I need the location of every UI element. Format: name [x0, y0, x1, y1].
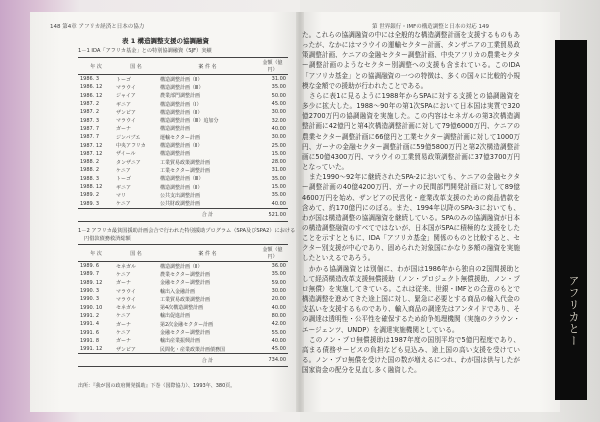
table2-cell-country: ケニア — [116, 313, 131, 320]
table1-row — [78, 150, 288, 158]
table1-cell-country: ザンビア — [116, 109, 136, 116]
table1-cell-year: 1987. 12 — [80, 142, 103, 149]
table1-cell-project: 運輸セクター計画 — [160, 134, 200, 141]
table1-total-label: 合 計 — [158, 208, 257, 221]
table2-col-country: 国 名 — [114, 245, 158, 262]
table1-cell-country: マラウイ — [116, 84, 136, 91]
table2-cell-project: 輸出産業振興計画 — [160, 338, 201, 345]
table1-cell-project: 構造調整計画（Ⅰ） — [160, 101, 202, 108]
table1-cell-amount: 50.00 — [271, 92, 286, 99]
table1-cell-amount: 30.00 — [271, 134, 286, 141]
table2-caption-line2: 円借款債務救済総額 — [84, 236, 131, 242]
table2-cell-year: 1989. 6 — [80, 263, 100, 270]
table2-row — [78, 270, 288, 278]
table1-cell-amount: 40.00 — [271, 200, 286, 207]
table2-cell-country: ザンビア — [116, 346, 136, 353]
table1-cell-project: 構造調整計画（Ⅲ）追加分 — [160, 118, 219, 125]
table1-cell-amount: 40.00 — [271, 125, 286, 132]
table2-cell-project: 金融セクター調整計画 — [160, 280, 210, 287]
table1-cell-year: 1987. 3 — [80, 117, 100, 124]
table2-cell-project: 第2次金融セクター計画 — [160, 321, 214, 328]
table1-cell-project: 構造調整計画（Ⅱ） — [160, 109, 203, 116]
table2-header-row — [78, 245, 288, 262]
table2-total-value: 734.00 — [257, 354, 288, 367]
table1-cell-amount: 32.00 — [271, 117, 286, 124]
table2-col-project: 案 件 名 — [158, 245, 257, 262]
table2-cell-amount: 40.00 — [271, 337, 286, 344]
table2-cell-year: 1990. 10 — [80, 304, 103, 311]
table1-cell-country: ガーナ — [116, 126, 132, 133]
table2-cell-amount: 59.00 — [271, 279, 286, 286]
table2-cell-year: 1991. 4 — [80, 321, 100, 328]
table1-cell-country: ギニア — [116, 101, 132, 108]
table1-header-row — [78, 58, 288, 75]
table2-cell-country: マラウイ — [116, 288, 136, 295]
table2-cell-country: セネガル — [116, 305, 137, 312]
table2-cell-amount: 36.00 — [271, 263, 286, 270]
table1-row — [78, 75, 288, 84]
table2-col-amount: 金額（億円） — [257, 245, 288, 262]
table1-cell-amount: 30.00 — [271, 109, 286, 116]
table1-cell-year: 1988. 3 — [80, 175, 100, 182]
table1-cell-year: 1987. 2 — [80, 109, 100, 116]
table1-cell-project: 構造調整計画（Ⅱ） — [160, 143, 203, 150]
table2-row — [78, 303, 288, 311]
table2-cell-project: 輸出促進計画 — [160, 313, 191, 320]
table1-row — [78, 116, 288, 124]
table1-cell-year: 1987. 7 — [80, 125, 100, 132]
table1-cell-year: 1987. 12 — [80, 150, 103, 157]
table2-row — [78, 279, 288, 287]
table2-cell-year: 1991. 8 — [80, 337, 100, 344]
table2-col-year: 年 次 — [78, 245, 114, 262]
left-page-header: 148 第4章 アフリカ経済と日本の協力 — [50, 24, 145, 30]
table1-cell-country: 中央アフリカ — [116, 143, 146, 150]
table1-cell-country: ケニア — [116, 167, 131, 174]
table1-cell-amount: 28.00 — [271, 159, 286, 166]
table2 — [78, 244, 288, 367]
table1-cell-project: 構造調整計画（Ⅲ） — [160, 84, 204, 91]
table1-row — [78, 199, 288, 208]
table1-row — [78, 100, 288, 108]
table1-total-row — [78, 208, 288, 221]
right-page-header: 第 世界銀行・IMFの構造調整と日本の対応 149 — [372, 24, 490, 30]
table1-cell-project: 構造調整計画（Ⅲ） — [160, 176, 204, 183]
table1-cell-country: ジンバブエ — [116, 134, 141, 141]
table1-cell-country: タンザニア — [116, 159, 141, 166]
table1-cell-country: ジャイア — [116, 93, 136, 100]
table2-cell-year: 1989. 12 — [80, 279, 103, 286]
table2-row — [78, 312, 288, 320]
table1-row — [78, 191, 288, 199]
table1-cell-amount: 35.00 — [271, 84, 286, 91]
table1-cell-amount: 25.00 — [271, 142, 286, 149]
cover-title: アフリカとー — [567, 275, 580, 347]
table1-cell-country: マリ — [116, 192, 127, 199]
table1-col-country: 国 名 — [114, 58, 158, 75]
table2-row — [78, 337, 288, 345]
table2-cell-year: 1989. 7 — [80, 271, 100, 278]
table2-row — [78, 345, 288, 354]
table2-cell-amount: 45.00 — [271, 346, 286, 353]
table2-cell-country: マラウイ — [116, 296, 136, 303]
table2-cell-country: ケニア — [116, 330, 131, 337]
table1-title: 表 1 構造調整支援の協調融資 — [122, 37, 210, 45]
table2-cell-amount: 40.00 — [271, 304, 286, 311]
table1-cell-year: 1986. 3 — [80, 76, 100, 83]
table1-col-project: 案 件 名 — [158, 58, 257, 75]
table2-row — [78, 287, 288, 295]
table2-cell-project: 構造調整計画（Ⅱ） — [160, 263, 203, 270]
table2-cell-country: セネガル — [116, 263, 137, 270]
table1-cell-country: ギニア — [116, 184, 132, 191]
table1-cell-amount: 35.00 — [271, 175, 286, 182]
table1-cell-project: 構造調整計画 — [160, 126, 191, 133]
table1-cell-year: 1989. 2 — [80, 192, 100, 199]
table1-cell-country: トーゴ — [116, 76, 132, 83]
table1-cell-country: ケニア — [116, 201, 131, 208]
table1-cell-country: ザイール — [116, 151, 136, 158]
table2-total-label: 合 計 — [158, 354, 257, 367]
table1-cell-project: 構造調整計画 — [160, 151, 191, 158]
table2-cell-year: 1991. 12 — [80, 346, 103, 353]
table1-cell-year: 1988. 12 — [80, 184, 103, 190]
table1-cell-project: 公共財政調整計画 — [160, 201, 201, 208]
table1-row — [78, 108, 288, 116]
table2-total-row — [78, 354, 288, 367]
table1-cell-amount: 15.00 — [271, 184, 286, 190]
table1-cell-country: トーゴ — [116, 176, 132, 183]
paragraph-2: さらに表1に見るように1988年からSPAに対する支援との協調融資を多少に拡大した。1988～90年の第1次SPAにおいて日本国は実質で320億2700万円の協調融資を実施した。この内容はセネガルの第3次構造調整計画に42億円と第4次構造調整計画に対して79億6000万円、ケニアの農業セクター調整計画に66億円と工業セクター調整計画に対して1000万円、ガーナの金融セクター調整計画に59億5800万円と第2次構造調整計画に50億4300万円、マラウイの工業貿易政策調整計画に37億3700万円となっていた。 — [302, 91, 520, 172]
table2-row — [78, 295, 288, 303]
table1-col-year: 年 次 — [78, 58, 114, 75]
table1-cell-year: 1988. 2 — [80, 167, 100, 174]
table2-cell-country: ガーナ — [116, 280, 132, 287]
table1-cell-country: マラウイ — [116, 118, 136, 125]
paragraph-1: た。これらの協調融資の中には全般的な構造調整計画を支援するものもあったが、なかにはマラウイの運輸セクター計画、タンザニアの工業貿易政策調整計画、ケニアの金融セクター調整計画、中央アフリカの農業セクター調整計画のようなセクター別調整への支援も含まれている。このIDA「アフリカ基金」との協調融資の一つの特徴は、多くの国々に比較的小規模な金額での援助が行われたことである。 — [302, 31, 520, 90]
table2-cell-amount: 30.00 — [271, 288, 286, 295]
table2-cell-country: ケニア — [116, 271, 131, 278]
table-source-note: 出所：『我が国の政府開発援助』下巻（国際協力）、1993年、380頁。 — [78, 383, 236, 389]
table1-row — [78, 183, 288, 191]
table2-cell-project: 工業貿易政策調整計画 — [160, 296, 211, 303]
table2-cell-amount: 80.00 — [271, 312, 286, 319]
table1-cell-year: 1988. 2 — [80, 159, 100, 166]
table1-cell-year: 1986. 12 — [80, 84, 103, 91]
table2-row — [78, 320, 288, 328]
table2-cell-year: 1991. 6 — [80, 329, 100, 336]
table2-cell-year: 1990. 3 — [80, 288, 100, 295]
table1-row — [78, 175, 288, 183]
table1-cell-amount: 31.00 — [271, 167, 286, 174]
table2-cell-amount: 35.00 — [271, 271, 286, 278]
table1-cell-amount: 45.00 — [271, 101, 286, 108]
paragraph-3: また1990～92年に継続されたSPA-2においても、ケニアの金融セクター調整計画の40億4200万円、ガーナの民間部門開発計画に対して89億4600万円を始め、ザンビアの民営化・産業改革支援のための商品借款を含めて、約170億円にのぼる。また、1994年以降のSPA-3においても、わが国は構造調整の協調融資を継続している。SPAのみの協調融資が日本の構造調整融資のすべてではないが、日本国がSPAに積極的な支援をしたことを示すとともに、IDA「アフリカ基金」関係のものと比較すると、セクター別支援が中心であり、固められた対象国にかなり多額の融資を実施したといえるであろう。 — [302, 173, 520, 263]
table1-col-amount: 金額（億円） — [257, 58, 288, 75]
table1-cell-year: 1987. 2 — [80, 101, 100, 108]
table2-cell-project: 輸出入金融計画 — [160, 288, 196, 295]
table2-cell-project: 第4次構造調整計画 — [160, 305, 204, 312]
table1-row — [78, 83, 288, 91]
table2-cell-project: 金融セクター調整計画 — [160, 330, 210, 337]
table1-row — [78, 166, 288, 174]
table1-cell-year: 1987. 7 — [80, 134, 100, 141]
table1-cell-year: 1986. 12 — [80, 92, 103, 99]
table2-cell-country: ガーナ — [116, 321, 132, 328]
table1-cell-project: 公共支出調整計画 — [160, 192, 201, 199]
table2-row — [78, 328, 288, 336]
table2-cell-project: 民間化・産業政策計画債務国 — [160, 346, 226, 353]
table1-row — [78, 158, 288, 166]
table2-cell-amount: 20.00 — [271, 296, 286, 303]
paragraph-5: このノン・プロ無償援助は1987年度の国別平均で5億円程度であり、高まる債務サービスの負担なども見込み、途上国の高い支援を受けている。ノン・プロ無償を受けた国の数が増えるにつれ、わが国は供与したが国家資金の配分を見直し多く融資した。 — [302, 335, 520, 375]
table1-row — [78, 125, 288, 133]
table1 — [78, 57, 288, 222]
table1-cell-project: 工業貿易政策調整計画 — [160, 159, 211, 166]
table2-cell-year: 1991. 2 — [80, 312, 100, 319]
table1-total-value: 521.00 — [257, 208, 288, 221]
table2-cell-country: ガーナ — [116, 338, 132, 345]
table1-cell-amount: 31.00 — [271, 76, 286, 83]
table2-row — [78, 262, 288, 271]
table2-cell-amount: 42.00 — [271, 321, 286, 328]
table1-cell-project: 工業セクター調整計画 — [160, 167, 210, 174]
table1-cell-amount: 15.00 — [271, 150, 286, 157]
table2-caption-line1: 1－2 アフリカ最貧国援助計画会合で行われた特別援助プログラム（SPA及びSPA2）における — [78, 228, 296, 234]
table1-row — [78, 92, 288, 100]
table2-cell-amount: 55.00 — [271, 329, 286, 336]
table1-cell-project: 構造調整計画（Ⅱ） — [160, 184, 203, 191]
right-page-body — [302, 30, 520, 375]
paragraph-4: かかる協調融資とは別個に、わが国は1986年から独自の2国間援助として経済構造改革支援無償援助（ノン・プロジェクト無償援助、ノン・プロ無償）を実施してきている。これは従来、世銀・IMFとの合意のもとで構造調整を進めてきた途上国に対し、緊急に必要とする商品の輸入代金の支払いを支援するものであり、輸入商品の調達先はアンタイドであり、その調達は透明性・公平性を確保するため紛争処理機関（実施のクラウン・エージェンツ、UNDP）を調達実施機関としている。 — [302, 264, 520, 334]
table1-cell-year: 1989. 3 — [80, 200, 100, 207]
table1-cell-project: 構造調整計画（Ⅱ） — [160, 76, 203, 83]
table1-caption: 1－1 IDA「アフリカ基金」との特別協調融資（SJF）実績 — [78, 48, 212, 54]
table1-cell-project: 農業部門調整計画 — [160, 93, 201, 100]
table1-row — [78, 141, 288, 149]
table1-row — [78, 133, 288, 141]
table1-cell-amount: 35.00 — [271, 192, 286, 199]
table2-cell-year: 1990. 3 — [80, 296, 100, 303]
table2-cell-project: 農業セクター調整計画 — [160, 271, 210, 278]
